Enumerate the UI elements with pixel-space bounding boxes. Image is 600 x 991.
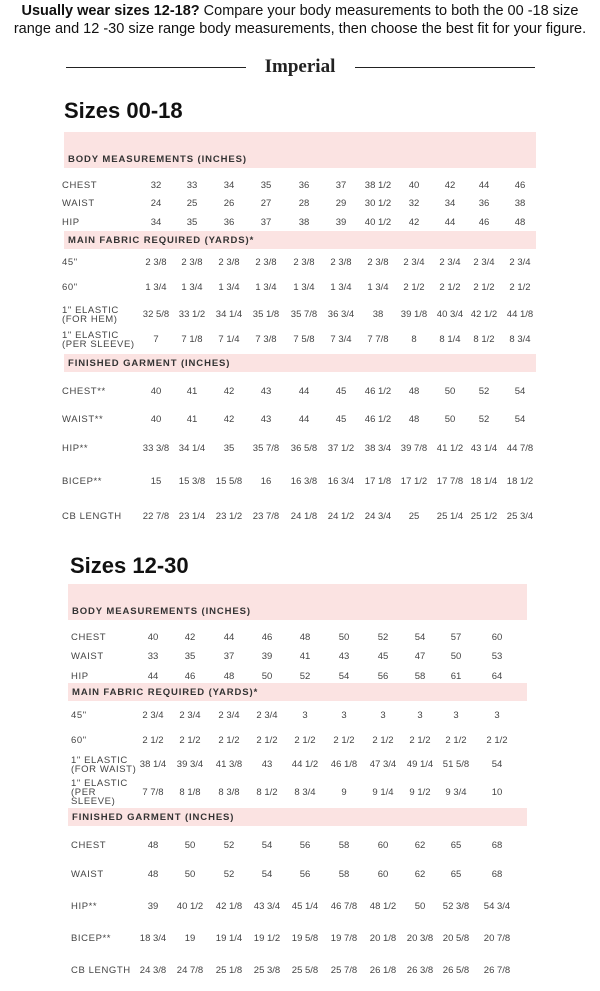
- table-cell: 28: [298, 198, 310, 209]
- table-cell: 25 1/2: [470, 511, 498, 522]
- table-cell: 41: [299, 651, 311, 662]
- section-label: BODY MEASUREMENTS (INCHES): [68, 154, 247, 165]
- table-cell: 50: [444, 386, 456, 397]
- table-cell: 19 7/8: [330, 933, 358, 944]
- table-cell: 8 1/4: [439, 334, 461, 345]
- table-cell: 23 1/2: [215, 511, 243, 522]
- table-cell: 1 3/4: [293, 282, 315, 293]
- table-cell: 24 7/8: [176, 965, 204, 976]
- table-cell: 41 3/8: [215, 759, 243, 770]
- table-cell: 19: [184, 933, 196, 944]
- table-cell: 42: [223, 386, 235, 397]
- table-cell: 43 3/4: [253, 901, 281, 912]
- table-cell: 41: [186, 386, 198, 397]
- table-cell: 19 1/4: [215, 933, 243, 944]
- table-cell: 33: [147, 651, 159, 662]
- table-cell: 54 3/4: [483, 901, 511, 912]
- table-cell: 46: [184, 671, 196, 682]
- table-cell: 51 5/8: [442, 759, 470, 770]
- row-label: CHEST: [62, 180, 98, 191]
- table-cell: 8 1/8: [179, 787, 201, 798]
- table-cell: 20 3/8: [406, 933, 434, 944]
- table-cell: 50: [184, 869, 196, 880]
- table-cell: 23 1/4: [178, 511, 206, 522]
- table-cell: 46 1/2: [364, 386, 392, 397]
- table-cell: 2 3/8: [367, 257, 389, 268]
- table-cell: 60: [377, 840, 389, 851]
- table-cell: 56: [299, 840, 311, 851]
- table-cell: 52: [299, 671, 311, 682]
- table-cell: 25: [186, 198, 198, 209]
- table-cell: 25 1/4: [436, 511, 464, 522]
- table-cell: 20 5/8: [442, 933, 470, 944]
- table-cell: 43: [260, 386, 272, 397]
- table-cell: 2 3/4: [403, 257, 425, 268]
- table-cell: 40: [147, 632, 159, 643]
- table-cell: 38: [298, 217, 310, 228]
- table-cell: 46: [478, 217, 490, 228]
- table-cell: 38 3/4: [364, 443, 392, 454]
- table-cell: 47: [414, 651, 426, 662]
- table-cell: 48: [147, 840, 159, 851]
- table-cell: 39: [261, 651, 273, 662]
- table-cell: 48: [408, 414, 420, 425]
- table-cell: 33 1/2: [178, 309, 206, 320]
- row-label: WAIST**: [62, 414, 104, 425]
- table-cell: 48: [147, 869, 159, 880]
- table-cell: 27: [260, 198, 272, 209]
- table-cell: 40: [408, 180, 420, 191]
- table-cell: 50: [338, 632, 350, 643]
- table-cell: 32 5/8: [142, 309, 170, 320]
- table-cell: 35: [186, 217, 198, 228]
- table-cell: 8: [411, 334, 417, 345]
- table-cell: 17 1/2: [400, 476, 428, 487]
- table-cell: 37: [223, 651, 235, 662]
- table-cell: 25 3/8: [253, 965, 281, 976]
- table-cell: 49 1/4: [406, 759, 434, 770]
- row-label: WAIST: [62, 198, 95, 209]
- table-cell: 2 1/2: [509, 282, 531, 293]
- table-cell: 42 1/2: [470, 309, 498, 320]
- table-cell: 43: [260, 414, 272, 425]
- table-cell: 33: [186, 180, 198, 191]
- table-cell: 50: [184, 840, 196, 851]
- table-cell: 58: [414, 671, 426, 682]
- table-cell: 39 1/8: [400, 309, 428, 320]
- row-label: 60": [71, 735, 87, 746]
- table-cell: 9 1/4: [372, 787, 394, 798]
- row-label: 1" ELASTIC (FOR HEM): [62, 304, 119, 325]
- section-label: FINISHED GARMENT (INCHES): [72, 812, 235, 823]
- table-cell: 17 1/8: [364, 476, 392, 487]
- table-cell: 38: [514, 198, 526, 209]
- table-cell: 34: [444, 198, 456, 209]
- table-cell: 25: [408, 511, 420, 522]
- table-cell: 2 3/8: [181, 257, 203, 268]
- table-cell: 36 5/8: [290, 443, 318, 454]
- unit-divider: [0, 56, 600, 78]
- table-cell: 44: [444, 217, 456, 228]
- table-cell: 35 7/8: [252, 443, 280, 454]
- section-label: MAIN FABRIC REQUIRED (YARDS)*: [72, 687, 259, 698]
- row-label: 1" ELASTIC (PER SLEEVE): [71, 778, 128, 807]
- table-cell: 20 1/8: [369, 933, 397, 944]
- table-cell: 37: [260, 217, 272, 228]
- row-label: BICEP**: [71, 933, 112, 944]
- table-cell: 2 1/2: [179, 735, 201, 746]
- row-label: 1" ELASTIC (FOR WAIST): [71, 754, 137, 775]
- table-cell: 34 1/4: [215, 309, 243, 320]
- table-cell: 22 7/8: [142, 511, 170, 522]
- table-cell: 9 1/2: [409, 787, 431, 798]
- table-cell: 2 1/2: [439, 282, 461, 293]
- table-cell: 44: [298, 414, 310, 425]
- table-cell: 15: [150, 476, 162, 487]
- table-cell: 15 3/8: [178, 476, 206, 487]
- row-label: CHEST**: [62, 386, 106, 397]
- table-cell: 39 3/4: [176, 759, 204, 770]
- table-cell: 2 1/2: [486, 735, 508, 746]
- table-cell: 62: [414, 840, 426, 851]
- table-cell: 8 1/2: [473, 334, 495, 345]
- table-cell: 57: [450, 632, 462, 643]
- table-cell: 54: [414, 632, 426, 643]
- row-label: 45": [71, 710, 87, 721]
- table-cell: 62: [414, 869, 426, 880]
- table-cell: 60: [491, 632, 503, 643]
- table-cell: 35: [223, 443, 235, 454]
- table-cell: 2 1/2: [403, 282, 425, 293]
- table-cell: 1 3/4: [218, 282, 240, 293]
- table-cell: 68: [491, 869, 503, 880]
- table-cell: 7 1/8: [181, 334, 203, 345]
- table-cell: 8 3/8: [218, 787, 240, 798]
- table-cell: 37 1/2: [327, 443, 355, 454]
- row-label: CHEST: [71, 632, 107, 643]
- table-cell: 3: [494, 710, 500, 721]
- table-cell: 60: [377, 869, 389, 880]
- table-cell: 2 3/8: [218, 257, 240, 268]
- table-cell: 41 1/2: [436, 443, 464, 454]
- table-cell: 7: [153, 334, 159, 345]
- table-cell: 34: [223, 180, 235, 191]
- table-cell: 2 1/2: [256, 735, 278, 746]
- table-cell: 61: [450, 671, 462, 682]
- table-cell: 39: [335, 217, 347, 228]
- table-cell: 56: [299, 869, 311, 880]
- table-cell: 1 3/4: [367, 282, 389, 293]
- table-cell: 52: [478, 414, 490, 425]
- table-cell: 2 1/2: [473, 282, 495, 293]
- table-cell: 2 1/2: [218, 735, 240, 746]
- table-cell: 2 3/8: [255, 257, 277, 268]
- table-cell: 7 1/4: [218, 334, 240, 345]
- table-cell: 2 1/2: [445, 735, 467, 746]
- table-cell: 10: [491, 787, 503, 798]
- table-cell: 46 1/2: [364, 414, 392, 425]
- table-cell: 37: [335, 180, 347, 191]
- table-cell: 39 7/8: [400, 443, 428, 454]
- unit-label: Imperial: [264, 56, 336, 77]
- table-cell: 1 3/4: [181, 282, 203, 293]
- table-cell: 45: [335, 386, 347, 397]
- table-cell: 24: [150, 198, 162, 209]
- row-label: 45": [62, 257, 78, 268]
- table-cell: 44 1/8: [506, 309, 534, 320]
- table-cell: 18 1/4: [470, 476, 498, 487]
- table-cell: 8 3/4: [294, 787, 316, 798]
- table-cell: 40 1/2: [364, 217, 392, 228]
- table-cell: 34: [150, 217, 162, 228]
- table-cell: 44: [147, 671, 159, 682]
- table-cell: 26 7/8: [483, 965, 511, 976]
- intro-bold: Usually wear sizes 12-18?: [21, 3, 200, 19]
- row-label: HIP**: [71, 901, 98, 912]
- table-cell: 48: [514, 217, 526, 228]
- row-label: CHEST: [71, 840, 107, 851]
- table-cell: 30 1/2: [364, 198, 392, 209]
- table-cell: 25 7/8: [330, 965, 358, 976]
- table-cell: 2 3/4: [473, 257, 495, 268]
- table-cell: 1 3/4: [330, 282, 352, 293]
- table-cell: 20 7/8: [483, 933, 511, 944]
- table-cell: 54: [338, 671, 350, 682]
- table-cell: 35 7/8: [290, 309, 318, 320]
- table-cell: 45: [377, 651, 389, 662]
- table-cell: 68: [491, 840, 503, 851]
- table-cell: 50: [414, 901, 426, 912]
- table-cell: 50: [450, 651, 462, 662]
- table-cell: 44 7/8: [506, 443, 534, 454]
- table-cell: 7 5/8: [293, 334, 315, 345]
- table-cell: 38 1/2: [364, 180, 392, 191]
- table-cell: 23 7/8: [252, 511, 280, 522]
- table-cell: 2 1/2: [372, 735, 394, 746]
- table-cell: 46: [261, 632, 273, 643]
- table-cell: 9 3/4: [445, 787, 467, 798]
- table-cell: 33 3/8: [142, 443, 170, 454]
- table-cell: 7 3/4: [330, 334, 352, 345]
- table-title: Sizes 00-18: [64, 98, 183, 123]
- table-cell: 52: [223, 840, 235, 851]
- table-cell: 2 3/4: [256, 710, 278, 721]
- table-cell: 2 3/4: [179, 710, 201, 721]
- table-cell: 3: [341, 710, 347, 721]
- table-cell: 46 7/8: [330, 901, 358, 912]
- table-cell: 46: [514, 180, 526, 191]
- table-cell: 2 3/8: [293, 257, 315, 268]
- table-cell: 7 7/8: [367, 334, 389, 345]
- table-cell: 2 3/4: [439, 257, 461, 268]
- row-label: HIP: [62, 217, 80, 228]
- table-cell: 48: [223, 671, 235, 682]
- intro-text: [0, 2, 600, 38]
- table-cell: 42: [444, 180, 456, 191]
- table-cell: 54: [514, 414, 526, 425]
- row-label: HIP: [71, 671, 89, 682]
- table-cell: 32: [150, 180, 162, 191]
- table-cell: 9: [341, 787, 347, 798]
- table-cell: 17 7/8: [436, 476, 464, 487]
- table-cell: 42: [184, 632, 196, 643]
- table-cell: 25 3/4: [506, 511, 534, 522]
- table-cell: 26 5/8: [442, 965, 470, 976]
- table-cell: 24 3/4: [364, 511, 392, 522]
- table-cell: 42 1/8: [215, 901, 243, 912]
- table-cell: 40 3/4: [436, 309, 464, 320]
- table-cell: 2 3/4: [218, 710, 240, 721]
- table-cell: 48 1/2: [369, 901, 397, 912]
- table-title: Sizes 12-30: [70, 553, 189, 578]
- table-cell: 43 1/4: [470, 443, 498, 454]
- table-cell: 35: [184, 651, 196, 662]
- table-cell: 2 1/2: [142, 735, 164, 746]
- table-cell: 3: [302, 710, 308, 721]
- row-label: HIP**: [62, 443, 89, 454]
- table-cell: 1 3/4: [145, 282, 167, 293]
- table-cell: 54: [514, 386, 526, 397]
- table-cell: 36 3/4: [327, 309, 355, 320]
- intro-line1: Compare your body measurements to both the 00 -18 size: [199, 3, 579, 19]
- table-cell: 16 3/4: [327, 476, 355, 487]
- table-cell: 32: [408, 198, 420, 209]
- table-cell: 44: [478, 180, 490, 191]
- table-cell: 2 1/2: [333, 735, 355, 746]
- table-cell: 34 1/4: [178, 443, 206, 454]
- table-cell: 25 5/8: [291, 965, 319, 976]
- table-cell: 26 1/8: [369, 965, 397, 976]
- table-cell: 58: [338, 840, 350, 851]
- table-cell: 43: [261, 759, 273, 770]
- table-cell: 41: [186, 414, 198, 425]
- section-label: FINISHED GARMENT (INCHES): [68, 358, 231, 369]
- table-cell: 18 1/2: [506, 476, 534, 487]
- row-label: 60": [62, 282, 78, 293]
- table-cell: 2 3/8: [330, 257, 352, 268]
- table-cell: 48: [408, 386, 420, 397]
- table-cell: 29: [335, 198, 347, 209]
- row-label: CB LENGTH: [62, 511, 122, 522]
- row-label: CB LENGTH: [71, 965, 131, 976]
- table-cell: 40: [150, 414, 162, 425]
- table-cell: 2 1/2: [294, 735, 316, 746]
- table-cell: 39: [147, 901, 159, 912]
- table-cell: 2 3/4: [142, 710, 164, 721]
- row-label: 1" ELASTIC (PER SLEEVE): [62, 329, 135, 350]
- table-cell: 45: [335, 414, 347, 425]
- table-cell: 40: [150, 386, 162, 397]
- table-cell: 1 3/4: [255, 282, 277, 293]
- table-cell: 26 3/8: [406, 965, 434, 976]
- table-cell: 44: [223, 632, 235, 643]
- table-cell: 24 1/2: [327, 511, 355, 522]
- table-cell: 8 3/4: [509, 334, 531, 345]
- table-cell: 7 7/8: [142, 787, 164, 798]
- table-cell: 48: [299, 632, 311, 643]
- table-cell: 65: [450, 869, 462, 880]
- table-cell: 65: [450, 840, 462, 851]
- table-cell: 40 1/2: [176, 901, 204, 912]
- table-cell: 25 1/8: [215, 965, 243, 976]
- table-cell: 54: [491, 759, 503, 770]
- table-cell: 16 3/8: [290, 476, 318, 487]
- table-cell: 54: [261, 869, 273, 880]
- table-cell: 38: [372, 309, 384, 320]
- table-cell: 47 3/4: [369, 759, 397, 770]
- section-label: BODY MEASUREMENTS (INCHES): [72, 606, 251, 617]
- table-cell: 36: [478, 198, 490, 209]
- table-cell: 24 1/8: [290, 511, 318, 522]
- row-label: WAIST: [71, 651, 104, 662]
- table-cell: 16: [260, 476, 272, 487]
- table-cell: 2 1/2: [409, 735, 431, 746]
- table-cell: 50: [444, 414, 456, 425]
- table-cell: 2 3/8: [145, 257, 167, 268]
- table-cell: 56: [377, 671, 389, 682]
- table-cell: 54: [261, 840, 273, 851]
- table-cell: 52 3/8: [442, 901, 470, 912]
- table-cell: 64: [491, 671, 503, 682]
- table-cell: 35: [260, 180, 272, 191]
- table-cell: 45 1/4: [291, 901, 319, 912]
- table-cell: 53: [491, 651, 503, 662]
- row-label: BICEP**: [62, 476, 103, 487]
- table-cell: 18 3/4: [139, 933, 167, 944]
- section-label: MAIN FABRIC REQUIRED (YARDS)*: [68, 235, 255, 246]
- table-cell: 19 1/2: [253, 933, 281, 944]
- table-cell: 8 1/2: [256, 787, 278, 798]
- table-cell: 19 5/8: [291, 933, 319, 944]
- table-cell: 42: [223, 414, 235, 425]
- table-cell: 36: [223, 217, 235, 228]
- table-cell: 44 1/2: [291, 759, 319, 770]
- table-cell: 52: [223, 869, 235, 880]
- row-label: WAIST: [71, 869, 104, 880]
- table-cell: 35 1/8: [252, 309, 280, 320]
- table-cell: 46 1/8: [330, 759, 358, 770]
- table-cell: 50: [261, 671, 273, 682]
- table-cell: 26: [223, 198, 235, 209]
- table-cell: 3: [380, 710, 386, 721]
- table-cell: 58: [338, 869, 350, 880]
- table-cell: 44: [298, 386, 310, 397]
- table-cell: 52: [478, 386, 490, 397]
- intro-line2: range and 12 -30 size range body measurements, then choose the best fit for your figure.: [13, 21, 587, 37]
- table-cell: 3: [453, 710, 459, 721]
- table-cell: 24 3/8: [139, 965, 167, 976]
- table-cell: 7 3/8: [255, 334, 277, 345]
- table-cell: 2 3/4: [509, 257, 531, 268]
- table-cell: 3: [417, 710, 423, 721]
- table-cell: 52: [377, 632, 389, 643]
- table-cell: 15 5/8: [215, 476, 243, 487]
- table-cell: 36: [298, 180, 310, 191]
- table-cell: 38 1/4: [139, 759, 167, 770]
- table-cell: 42: [408, 217, 420, 228]
- table-cell: 43: [338, 651, 350, 662]
